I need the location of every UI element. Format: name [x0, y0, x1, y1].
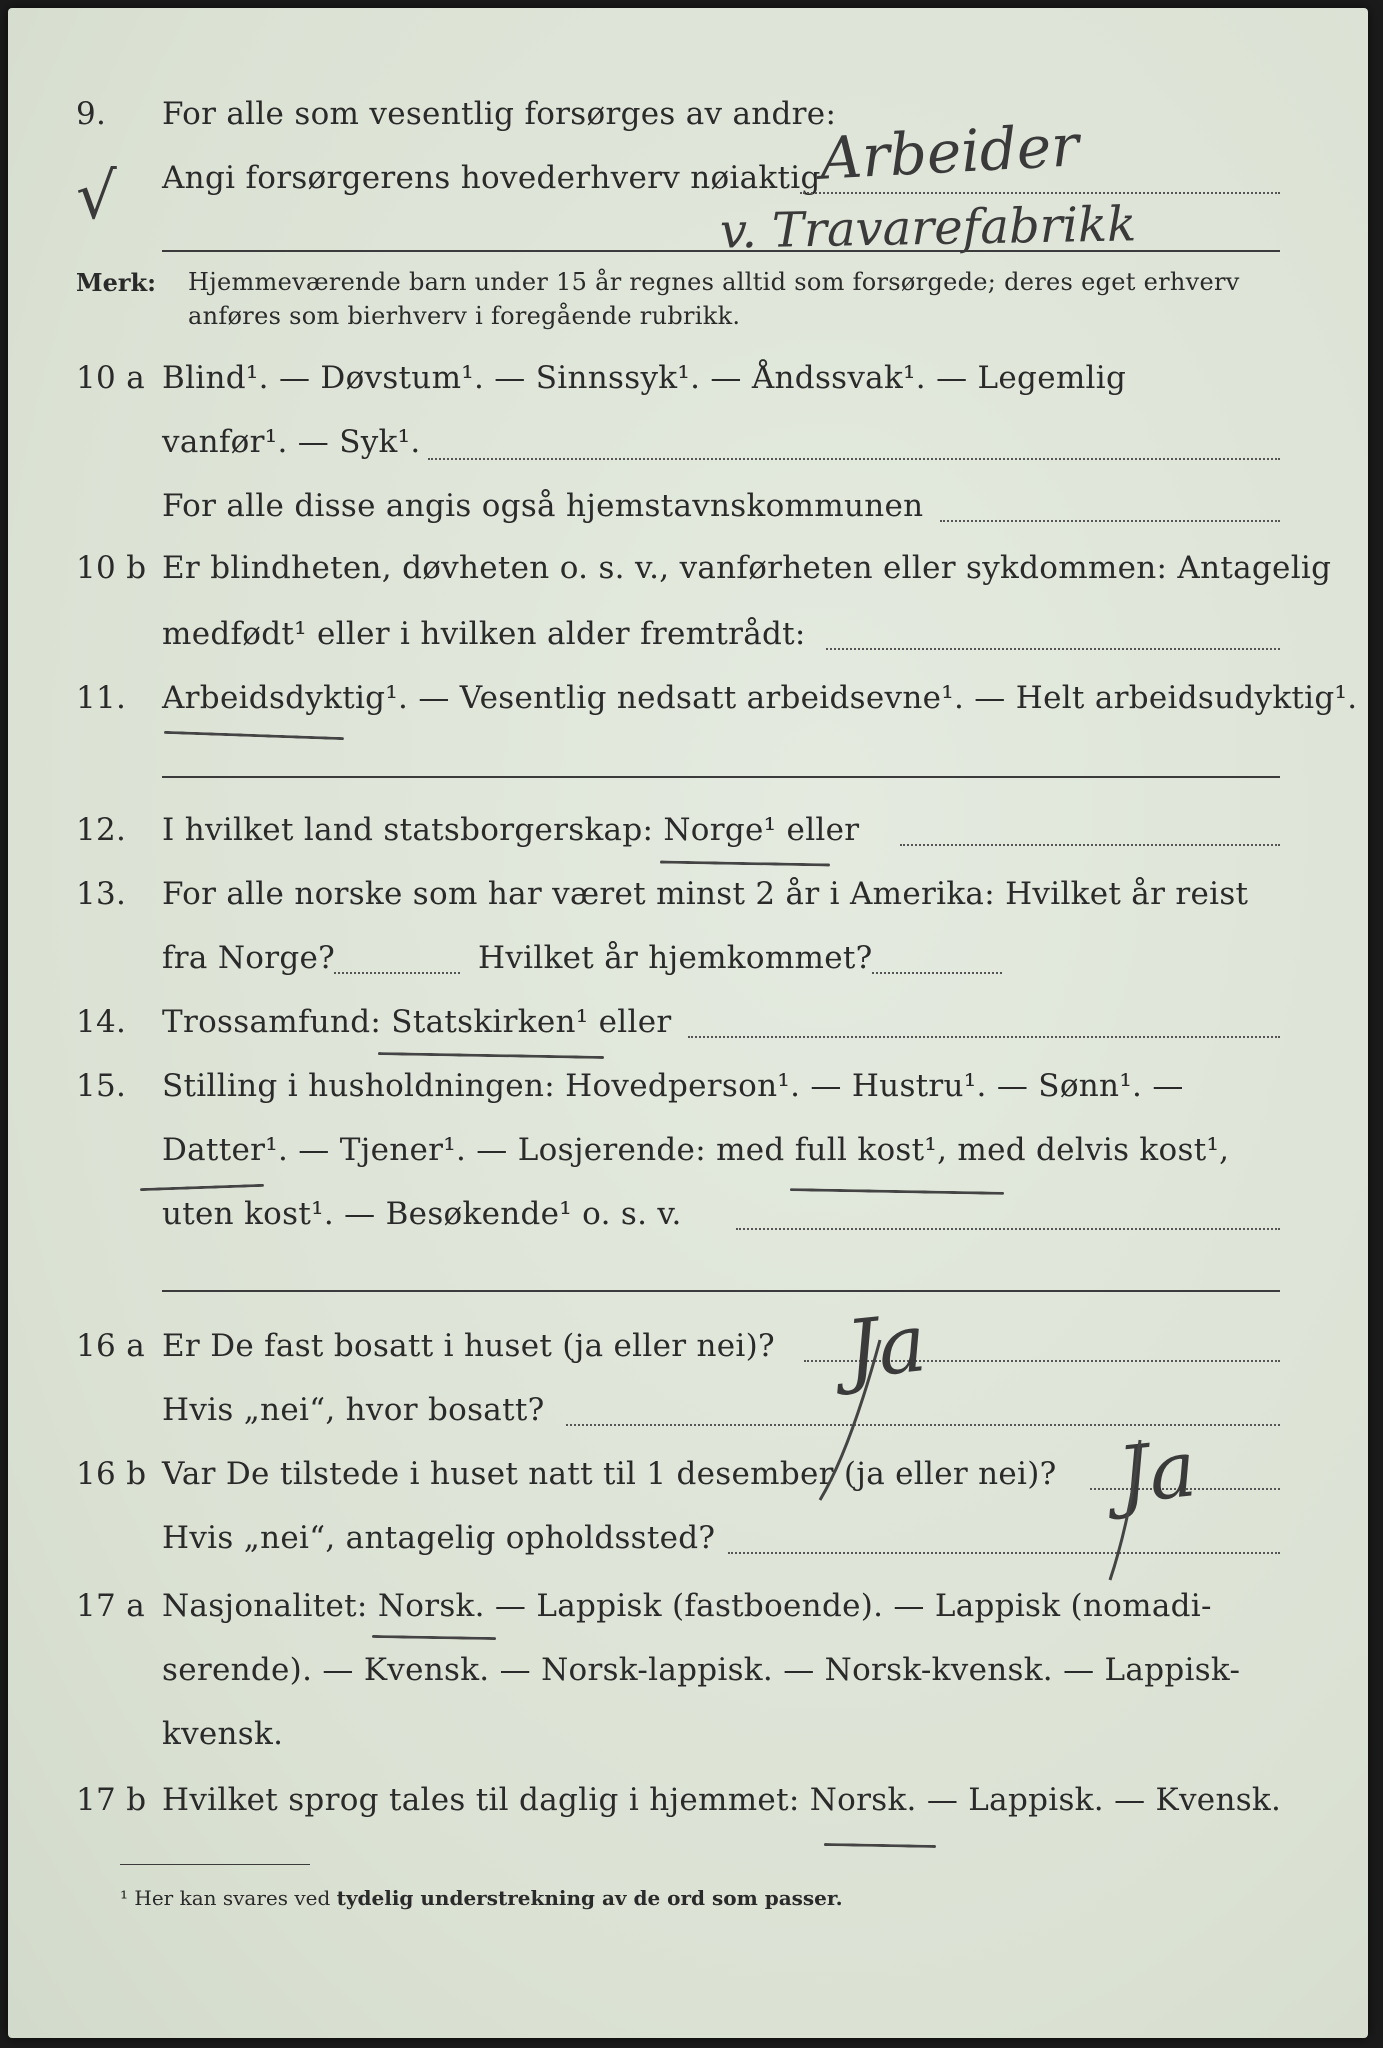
handwritten-answer: v. Travarefabrikk	[719, 196, 1137, 260]
note-label: Merk:	[76, 268, 156, 297]
question-number: 10 a	[76, 360, 145, 396]
pencil-stroke	[1110, 1440, 1140, 1580]
question-number: 13.	[76, 876, 127, 912]
question-text: Hvis „nei“, antagelig opholdssted?	[162, 1520, 716, 1556]
check-mark: √	[76, 160, 117, 234]
question-number: 14.	[76, 1004, 127, 1040]
question-text: Hvilket år hjemkommet?	[478, 940, 873, 976]
question-number: 10 b	[76, 550, 147, 586]
question-text: vanfør¹. — Syk¹.	[162, 424, 421, 460]
question-text: Blind¹. — Døvstum¹. — Sinnssyk¹. — Åndssvak¹. — Legemlig	[162, 360, 1127, 396]
question-text: For alle som vesentlig forsørges av andre:	[162, 96, 837, 132]
question-text: For alle disse angis også hjemstavnskommunen	[162, 488, 924, 524]
question-number: 17 a	[76, 1588, 145, 1624]
question-text: Er blindheten, døvheten o. s. v., vanførheten eller sykdommen: Antagelig	[162, 550, 1332, 586]
footnote-text: Her kan svares ved	[134, 1886, 331, 1910]
footnote-mark: ¹	[120, 1886, 129, 1910]
question-text: Hvis „nei“, hvor bosatt?	[162, 1392, 545, 1428]
question-text: serende). — Kvensk. — Norsk-lappisk. — Norsk-kvensk. — Lappisk-	[162, 1652, 1241, 1688]
question-text: Hvilket sprog tales til daglig i hjemmet: Norsk. — Lappisk. — Kvensk.	[162, 1782, 1282, 1818]
question-text: medfødt¹ eller i hvilken alder fremtrådt:	[162, 616, 806, 652]
question-text: I hvilket land statsborgerskap: Norge¹ eller	[162, 812, 860, 848]
question-text: Trossamfund: Statskirken¹ eller	[162, 1004, 672, 1040]
handwritten-answer: Ja	[841, 1296, 931, 1397]
question-text: Stilling i husholdningen: Hovedperson¹. — Hustru¹. — Sønn¹. —	[162, 1068, 1184, 1104]
question-text: Arbeidsdyktig¹. — Vesentlig nedsatt arbeidsevne¹. — Helt arbeidsudyktig¹.	[162, 680, 1358, 716]
footnote-bold-text: tydelig understrekning av de ord som passer.	[336, 1886, 843, 1910]
question-number: 15.	[76, 1068, 127, 1104]
question-text: uten kost¹. — Besøkende¹ o. s. v.	[162, 1196, 682, 1232]
question-text: Er De fast bosatt i huset (ja eller nei)?	[162, 1328, 775, 1364]
question-text: Datter¹. — Tjener¹. — Losjerende: med full kost¹, med delvis kost¹,	[162, 1132, 1230, 1168]
pencil-stroke	[820, 1340, 880, 1500]
question-number: 16 a	[76, 1328, 145, 1364]
question-text: Var De tilstede i huset natt til 1 desember (ja eller nei)?	[162, 1456, 1057, 1492]
note-text: Hjemmeværende barn under 15 år regnes alltid som forsørgede; deres eget erhverv	[188, 268, 1240, 296]
question-text: For alle norske som har været minst 2 år i Amerika: Hvilket år reist	[162, 876, 1249, 912]
note-text: anføres som bierhverv i foregående rubrikk.	[188, 302, 741, 330]
question-text: fra Norge?	[162, 940, 336, 976]
question-text: kvensk.	[162, 1716, 284, 1752]
question-text: Nasjonalitet: Norsk. — Lappisk (fastboende). — Lappisk (nomadi-	[162, 1588, 1212, 1624]
handwritten-answer: Ja	[1113, 1424, 1201, 1522]
question-number: 16 b	[76, 1456, 147, 1492]
question-text: Angi forsørgerens hovederhverv nøiaktig	[162, 160, 821, 196]
question-number: 11.	[76, 680, 127, 716]
handwritten-answer: Arbeider	[818, 111, 1081, 193]
question-number: 9.	[76, 96, 107, 132]
question-number: 17 b	[76, 1782, 147, 1818]
question-number: 12.	[76, 812, 127, 848]
